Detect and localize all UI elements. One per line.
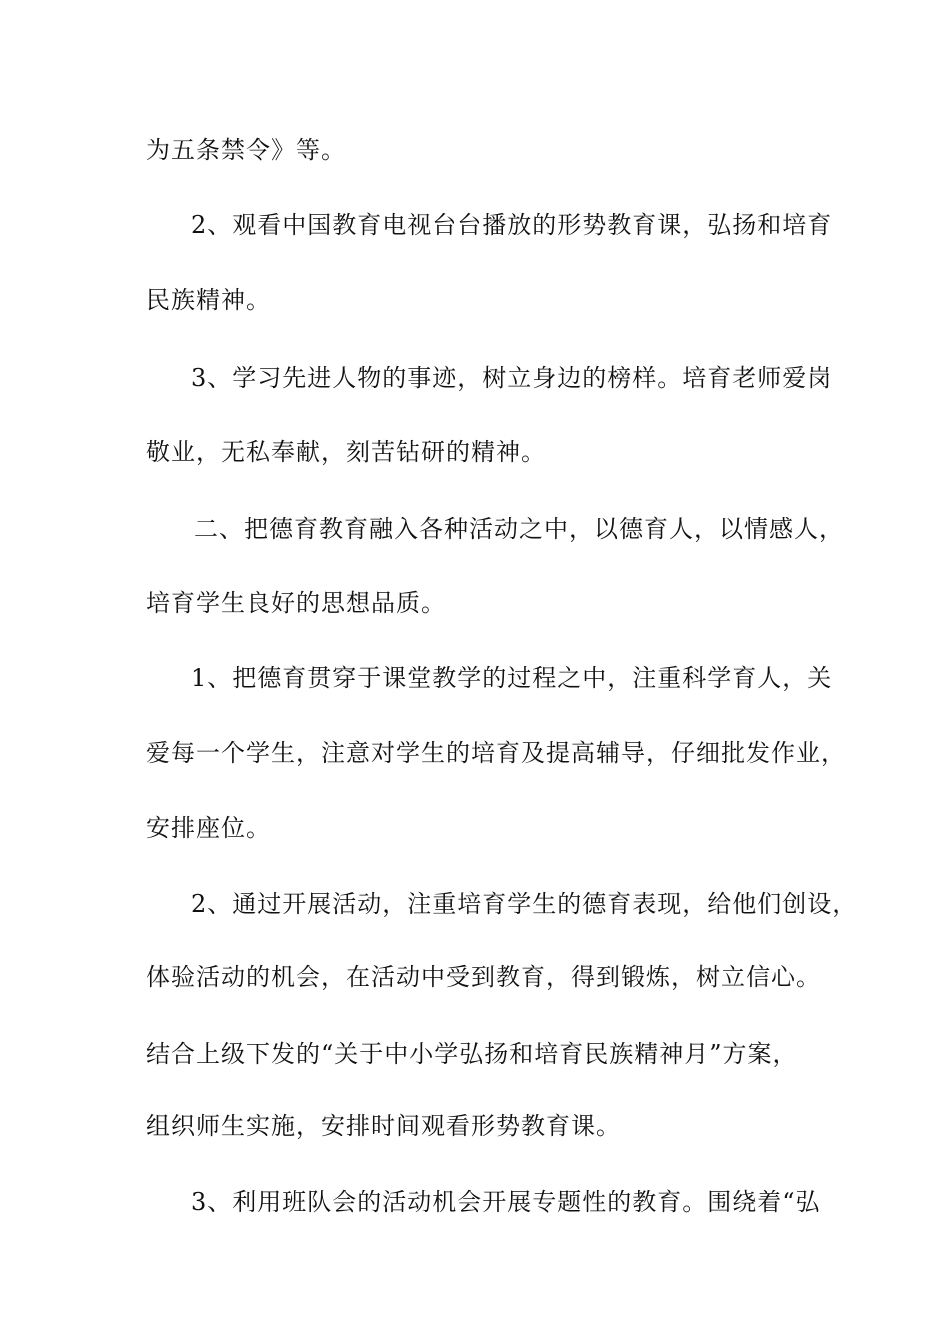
paragraph-line: 体验活动的机会，在活动中受到教育，得到锻炼，树立信心。: [146, 963, 821, 991]
paragraph-line: 民族精神。: [146, 286, 271, 314]
paragraph-line: 3、利用班队会的活动机会开展专题性的教育。围绕着“弘: [191, 1188, 821, 1216]
paragraph-line: 培育学生良好的思想品质。: [146, 589, 446, 617]
paragraph-line: 爱每一个学生，注意对学生的培育及提高辅导，仔细批发作业，: [146, 739, 846, 767]
paragraph-line: 安排座位。: [146, 814, 271, 842]
paragraph-line: 1、把德育贯穿于课堂教学的过程之中，注重科学育人，关: [191, 664, 833, 692]
paragraph-line: 结合上级下发的“关于中小学弘扬和培育民族精神月”方案，: [146, 1040, 798, 1068]
paragraph-line: 2、通过开展活动，注重培育学生的德育表现，给他们创设，: [191, 890, 858, 918]
paragraph-line: 组织师生实施，安排时间观看形势教育课。: [146, 1112, 621, 1140]
paragraph-line: 3、学习先进人物的事迹，树立身边的榜样。培育老师爱岗: [191, 364, 833, 392]
paragraph-line: 为五条禁令》等。: [146, 136, 346, 164]
paragraph-line: 2、观看中国教育电视台台播放的形势教育课，弘扬和培育: [191, 211, 833, 239]
paragraph-line: 敬业，无私奉献，刻苦钻研的精神。: [146, 438, 546, 466]
section-heading-line: 二、把德育教育融入各种活动之中，以德育人，以情感人，: [194, 515, 844, 543]
